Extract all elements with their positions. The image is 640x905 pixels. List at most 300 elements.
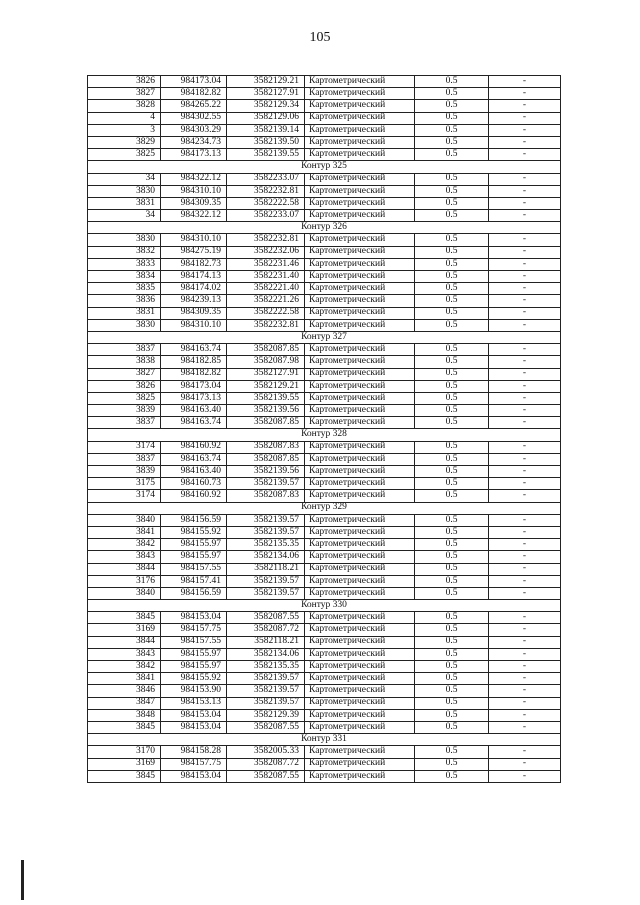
accuracy-cell: 0.5: [415, 149, 489, 161]
accuracy-cell: 0.5: [415, 210, 489, 222]
point-number-cell: 3841: [88, 526, 161, 538]
table-row: [88, 441, 561, 453]
contour-header-row: [88, 502, 561, 514]
method-cell: Картометрический: [305, 441, 415, 453]
contour-label: Контур 331: [88, 734, 561, 746]
point-number-cell: 3830: [88, 234, 161, 246]
accuracy-cell: 0.5: [415, 709, 489, 721]
accuracy-cell: 0.5: [415, 624, 489, 636]
table-row: [88, 746, 561, 758]
table-row: [88, 197, 561, 209]
contour-header-row: [88, 600, 561, 612]
note-cell: -: [489, 307, 561, 319]
note-cell: -: [489, 210, 561, 222]
accuracy-cell: 0.5: [415, 490, 489, 502]
x-coordinate-cell: 984155.92: [161, 673, 227, 685]
method-cell: Картометрический: [305, 405, 415, 417]
accuracy-cell: 0.5: [415, 356, 489, 368]
method-cell: Картометрический: [305, 624, 415, 636]
x-coordinate-cell: 984182.82: [161, 368, 227, 380]
x-coordinate-cell: 984310.10: [161, 319, 227, 331]
note-cell: -: [489, 392, 561, 404]
method-cell: Картометрический: [305, 258, 415, 270]
accuracy-cell: 0.5: [415, 563, 489, 575]
x-coordinate-cell: 984157.75: [161, 758, 227, 770]
method-cell: Картометрический: [305, 185, 415, 197]
y-coordinate-cell: 3582087.72: [227, 624, 305, 636]
x-coordinate-cell: 984173.04: [161, 76, 227, 88]
y-coordinate-cell: 3582222.58: [227, 197, 305, 209]
point-number-cell: 3834: [88, 271, 161, 283]
point-number-cell: 3841: [88, 673, 161, 685]
table-row: [88, 271, 561, 283]
x-coordinate-cell: 984157.55: [161, 636, 227, 648]
note-cell: -: [489, 746, 561, 758]
point-number-cell: 4: [88, 112, 161, 124]
point-number-cell: 3174: [88, 441, 161, 453]
accuracy-cell: 0.5: [415, 319, 489, 331]
point-number-cell: 3840: [88, 587, 161, 599]
x-coordinate-cell: 984153.90: [161, 685, 227, 697]
method-cell: Картометрический: [305, 539, 415, 551]
y-coordinate-cell: 3582139.55: [227, 392, 305, 404]
point-number-cell: 3845: [88, 770, 161, 782]
x-coordinate-cell: 984157.55: [161, 563, 227, 575]
y-coordinate-cell: 3582233.07: [227, 173, 305, 185]
x-coordinate-cell: 984309.35: [161, 197, 227, 209]
method-cell: Картометрический: [305, 368, 415, 380]
table-row: [88, 417, 561, 429]
note-cell: -: [489, 356, 561, 368]
y-coordinate-cell: 3582087.83: [227, 490, 305, 502]
note-cell: -: [489, 283, 561, 295]
x-coordinate-cell: 984173.13: [161, 149, 227, 161]
x-coordinate-cell: 984182.85: [161, 356, 227, 368]
accuracy-cell: 0.5: [415, 551, 489, 563]
y-coordinate-cell: 3582135.35: [227, 539, 305, 551]
accuracy-cell: 0.5: [415, 344, 489, 356]
table-row: [88, 490, 561, 502]
method-cell: Картометрический: [305, 526, 415, 538]
table-row: [88, 100, 561, 112]
note-cell: -: [489, 758, 561, 770]
y-coordinate-cell: 3582127.91: [227, 368, 305, 380]
y-coordinate-cell: 3582222.58: [227, 307, 305, 319]
note-cell: -: [489, 526, 561, 538]
y-coordinate-cell: 3582139.57: [227, 575, 305, 587]
x-coordinate-cell: 984156.59: [161, 514, 227, 526]
accuracy-cell: 0.5: [415, 392, 489, 404]
scan-edge-mark: [21, 860, 24, 900]
accuracy-cell: 0.5: [415, 417, 489, 429]
point-number-cell: 3828: [88, 100, 161, 112]
table-row: [88, 88, 561, 100]
y-coordinate-cell: 3582129.21: [227, 380, 305, 392]
x-coordinate-cell: 984155.97: [161, 661, 227, 673]
note-cell: -: [489, 661, 561, 673]
x-coordinate-cell: 984155.97: [161, 648, 227, 660]
table-row: [88, 234, 561, 246]
x-coordinate-cell: 984182.73: [161, 258, 227, 270]
x-coordinate-cell: 984153.04: [161, 721, 227, 733]
note-cell: -: [489, 563, 561, 575]
point-number-cell: 3843: [88, 648, 161, 660]
point-number-cell: 3830: [88, 319, 161, 331]
method-cell: Картометрический: [305, 197, 415, 209]
point-number-cell: 3848: [88, 709, 161, 721]
table-row: [88, 76, 561, 88]
table-row: [88, 697, 561, 709]
x-coordinate-cell: 984160.92: [161, 441, 227, 453]
method-cell: Картометрический: [305, 490, 415, 502]
note-cell: -: [489, 344, 561, 356]
y-coordinate-cell: 3582139.57: [227, 587, 305, 599]
x-coordinate-cell: 984158.28: [161, 746, 227, 758]
table-row: [88, 405, 561, 417]
note-cell: -: [489, 417, 561, 429]
point-number-cell: 3176: [88, 575, 161, 587]
y-coordinate-cell: 3582129.39: [227, 709, 305, 721]
note-cell: -: [489, 514, 561, 526]
x-coordinate-cell: 984322.12: [161, 210, 227, 222]
note-cell: -: [489, 149, 561, 161]
point-number-cell: 3842: [88, 539, 161, 551]
accuracy-cell: 0.5: [415, 246, 489, 258]
table-row: [88, 526, 561, 538]
note-cell: -: [489, 173, 561, 185]
y-coordinate-cell: 3582232.81: [227, 185, 305, 197]
note-cell: -: [489, 685, 561, 697]
x-coordinate-cell: 984155.92: [161, 526, 227, 538]
x-coordinate-cell: 984160.92: [161, 490, 227, 502]
x-coordinate-cell: 984157.75: [161, 624, 227, 636]
accuracy-cell: 0.5: [415, 758, 489, 770]
note-cell: -: [489, 770, 561, 782]
note-cell: -: [489, 441, 561, 453]
y-coordinate-cell: 3582232.81: [227, 319, 305, 331]
table-row: [88, 283, 561, 295]
table-row: [88, 466, 561, 478]
note-cell: -: [489, 100, 561, 112]
y-coordinate-cell: 3582118.21: [227, 636, 305, 648]
x-coordinate-cell: 984322.12: [161, 173, 227, 185]
y-coordinate-cell: 3582139.56: [227, 466, 305, 478]
x-coordinate-cell: 984163.74: [161, 417, 227, 429]
method-cell: Картометрический: [305, 575, 415, 587]
point-number-cell: 34: [88, 173, 161, 185]
method-cell: Картометрический: [305, 88, 415, 100]
table-row: [88, 356, 561, 368]
table-row: [88, 173, 561, 185]
accuracy-cell: 0.5: [415, 283, 489, 295]
accuracy-cell: 0.5: [415, 587, 489, 599]
point-number-cell: 3839: [88, 405, 161, 417]
coordinates-table-body: [88, 76, 561, 783]
method-cell: Картометрический: [305, 466, 415, 478]
accuracy-cell: 0.5: [415, 295, 489, 307]
table-row: [88, 612, 561, 624]
note-cell: -: [489, 575, 561, 587]
note-cell: -: [489, 466, 561, 478]
y-coordinate-cell: 3582127.91: [227, 88, 305, 100]
y-coordinate-cell: 3582139.57: [227, 673, 305, 685]
accuracy-cell: 0.5: [415, 258, 489, 270]
note-cell: -: [489, 380, 561, 392]
note-cell: -: [489, 258, 561, 270]
table-row: [88, 721, 561, 733]
point-number-cell: 3826: [88, 380, 161, 392]
table-row: [88, 307, 561, 319]
page-number: 105: [309, 30, 331, 45]
y-coordinate-cell: 3582087.85: [227, 453, 305, 465]
table-row: [88, 478, 561, 490]
y-coordinate-cell: 3582233.07: [227, 210, 305, 222]
x-coordinate-cell: 984174.02: [161, 283, 227, 295]
coordinates-table: [87, 75, 561, 783]
note-cell: -: [489, 453, 561, 465]
y-coordinate-cell: 3582087.85: [227, 417, 305, 429]
point-number-cell: 3847: [88, 697, 161, 709]
accuracy-cell: 0.5: [415, 612, 489, 624]
contour-label: Контур 329: [88, 502, 561, 514]
note-cell: -: [489, 709, 561, 721]
point-number-cell: 3826: [88, 76, 161, 88]
note-cell: -: [489, 246, 561, 258]
accuracy-cell: 0.5: [415, 648, 489, 660]
y-coordinate-cell: 3582139.57: [227, 526, 305, 538]
method-cell: Картометрический: [305, 380, 415, 392]
note-cell: -: [489, 673, 561, 685]
point-number-cell: 3843: [88, 551, 161, 563]
x-coordinate-cell: 984173.04: [161, 380, 227, 392]
y-coordinate-cell: 3582129.34: [227, 100, 305, 112]
accuracy-cell: 0.5: [415, 234, 489, 246]
x-coordinate-cell: 984310.10: [161, 185, 227, 197]
x-coordinate-cell: 984163.40: [161, 466, 227, 478]
table-row: [88, 575, 561, 587]
method-cell: Картометрический: [305, 210, 415, 222]
accuracy-cell: 0.5: [415, 661, 489, 673]
point-number-cell: 3838: [88, 356, 161, 368]
accuracy-cell: 0.5: [415, 697, 489, 709]
table-row: [88, 380, 561, 392]
method-cell: Картометрический: [305, 149, 415, 161]
x-coordinate-cell: 984153.04: [161, 612, 227, 624]
note-cell: -: [489, 88, 561, 100]
note-cell: -: [489, 234, 561, 246]
method-cell: Картометрический: [305, 76, 415, 88]
x-coordinate-cell: 984153.04: [161, 709, 227, 721]
method-cell: Картометрический: [305, 648, 415, 660]
point-number-cell: 3174: [88, 490, 161, 502]
table-row: [88, 587, 561, 599]
table-row: [88, 770, 561, 782]
x-coordinate-cell: 984182.82: [161, 88, 227, 100]
method-cell: Картометрический: [305, 563, 415, 575]
y-coordinate-cell: 3582134.06: [227, 551, 305, 563]
contour-label: Контур 330: [88, 600, 561, 612]
accuracy-cell: 0.5: [415, 636, 489, 648]
point-number-cell: 34: [88, 210, 161, 222]
point-number-cell: 3845: [88, 721, 161, 733]
table-row: [88, 392, 561, 404]
note-cell: -: [489, 112, 561, 124]
y-coordinate-cell: 3582118.21: [227, 563, 305, 575]
accuracy-cell: 0.5: [415, 88, 489, 100]
point-number-cell: 3839: [88, 466, 161, 478]
accuracy-cell: 0.5: [415, 721, 489, 733]
contour-header-row: [88, 222, 561, 234]
accuracy-cell: 0.5: [415, 746, 489, 758]
note-cell: -: [489, 721, 561, 733]
note-cell: -: [489, 648, 561, 660]
accuracy-cell: 0.5: [415, 514, 489, 526]
point-number-cell: 3840: [88, 514, 161, 526]
table-row: [88, 246, 561, 258]
y-coordinate-cell: 3582087.85: [227, 344, 305, 356]
method-cell: Картометрический: [305, 453, 415, 465]
note-cell: -: [489, 295, 561, 307]
note-cell: -: [489, 185, 561, 197]
x-coordinate-cell: 984155.97: [161, 539, 227, 551]
contour-header-row: [88, 331, 561, 343]
method-cell: Картометрический: [305, 636, 415, 648]
table-row: [88, 563, 561, 575]
method-cell: Картометрический: [305, 661, 415, 673]
method-cell: Картометрический: [305, 758, 415, 770]
contour-label: Контур 328: [88, 429, 561, 441]
table-row: [88, 124, 561, 136]
table-row: [88, 185, 561, 197]
accuracy-cell: 0.5: [415, 539, 489, 551]
method-cell: Картометрический: [305, 478, 415, 490]
note-cell: -: [489, 136, 561, 148]
table-row: [88, 648, 561, 660]
method-cell: Картометрический: [305, 344, 415, 356]
accuracy-cell: 0.5: [415, 441, 489, 453]
method-cell: Картометрический: [305, 136, 415, 148]
accuracy-cell: 0.5: [415, 76, 489, 88]
y-coordinate-cell: 3582139.57: [227, 478, 305, 490]
y-coordinate-cell: 3582139.56: [227, 405, 305, 417]
note-cell: -: [489, 197, 561, 209]
table-row: [88, 709, 561, 721]
table-row: [88, 295, 561, 307]
note-cell: -: [489, 636, 561, 648]
y-coordinate-cell: 3582087.98: [227, 356, 305, 368]
y-coordinate-cell: 3582231.40: [227, 271, 305, 283]
method-cell: Картометрический: [305, 356, 415, 368]
method-cell: Картометрический: [305, 295, 415, 307]
x-coordinate-cell: 984239.13: [161, 295, 227, 307]
accuracy-cell: 0.5: [415, 271, 489, 283]
point-number-cell: 3825: [88, 149, 161, 161]
point-number-cell: 3837: [88, 453, 161, 465]
x-coordinate-cell: 984234.73: [161, 136, 227, 148]
method-cell: Картометрический: [305, 551, 415, 563]
y-coordinate-cell: 3582139.57: [227, 514, 305, 526]
accuracy-cell: 0.5: [415, 770, 489, 782]
table-row: [88, 685, 561, 697]
point-number-cell: 3833: [88, 258, 161, 270]
method-cell: Картометрический: [305, 587, 415, 599]
table-row: [88, 514, 561, 526]
table-row: [88, 758, 561, 770]
y-coordinate-cell: 3582139.57: [227, 697, 305, 709]
point-number-cell: 3831: [88, 307, 161, 319]
note-cell: -: [489, 368, 561, 380]
method-cell: Картометрический: [305, 271, 415, 283]
point-number-cell: 3842: [88, 661, 161, 673]
y-coordinate-cell: 3582221.40: [227, 283, 305, 295]
point-number-cell: 3169: [88, 758, 161, 770]
y-coordinate-cell: 3582087.55: [227, 770, 305, 782]
table-row: [88, 112, 561, 124]
note-cell: -: [489, 490, 561, 502]
accuracy-cell: 0.5: [415, 185, 489, 197]
point-number-cell: 3169: [88, 624, 161, 636]
method-cell: Картометрический: [305, 234, 415, 246]
method-cell: Картометрический: [305, 307, 415, 319]
table-row: [88, 453, 561, 465]
table-row: [88, 344, 561, 356]
accuracy-cell: 0.5: [415, 526, 489, 538]
table-row: [88, 539, 561, 551]
point-number-cell: 3836: [88, 295, 161, 307]
y-coordinate-cell: 3582221.26: [227, 295, 305, 307]
x-coordinate-cell: 984157.41: [161, 575, 227, 587]
point-number-cell: 3844: [88, 563, 161, 575]
accuracy-cell: 0.5: [415, 673, 489, 685]
table-row: [88, 624, 561, 636]
method-cell: Картометрический: [305, 173, 415, 185]
point-number-cell: 3846: [88, 685, 161, 697]
accuracy-cell: 0.5: [415, 405, 489, 417]
accuracy-cell: 0.5: [415, 173, 489, 185]
table-row: [88, 673, 561, 685]
method-cell: Картометрический: [305, 721, 415, 733]
note-cell: -: [489, 612, 561, 624]
y-coordinate-cell: 3582139.57: [227, 685, 305, 697]
point-number-cell: 3832: [88, 246, 161, 258]
x-coordinate-cell: 984303.29: [161, 124, 227, 136]
y-coordinate-cell: 3582129.06: [227, 112, 305, 124]
accuracy-cell: 0.5: [415, 112, 489, 124]
method-cell: Картометрический: [305, 514, 415, 526]
y-coordinate-cell: 3582087.55: [227, 721, 305, 733]
x-coordinate-cell: 984302.55: [161, 112, 227, 124]
contour-header-row: [88, 429, 561, 441]
method-cell: Картометрический: [305, 770, 415, 782]
note-cell: -: [489, 587, 561, 599]
y-coordinate-cell: 3582231.46: [227, 258, 305, 270]
y-coordinate-cell: 3582134.06: [227, 648, 305, 660]
x-coordinate-cell: 984310.10: [161, 234, 227, 246]
y-coordinate-cell: 3582232.06: [227, 246, 305, 258]
note-cell: -: [489, 271, 561, 283]
table-row: [88, 319, 561, 331]
y-coordinate-cell: 3582087.72: [227, 758, 305, 770]
table-row: [88, 258, 561, 270]
method-cell: Картометрический: [305, 100, 415, 112]
note-cell: -: [489, 405, 561, 417]
accuracy-cell: 0.5: [415, 453, 489, 465]
method-cell: Картометрический: [305, 319, 415, 331]
y-coordinate-cell: 3582139.14: [227, 124, 305, 136]
point-number-cell: 3: [88, 124, 161, 136]
method-cell: Картометрический: [305, 417, 415, 429]
method-cell: Картометрический: [305, 697, 415, 709]
